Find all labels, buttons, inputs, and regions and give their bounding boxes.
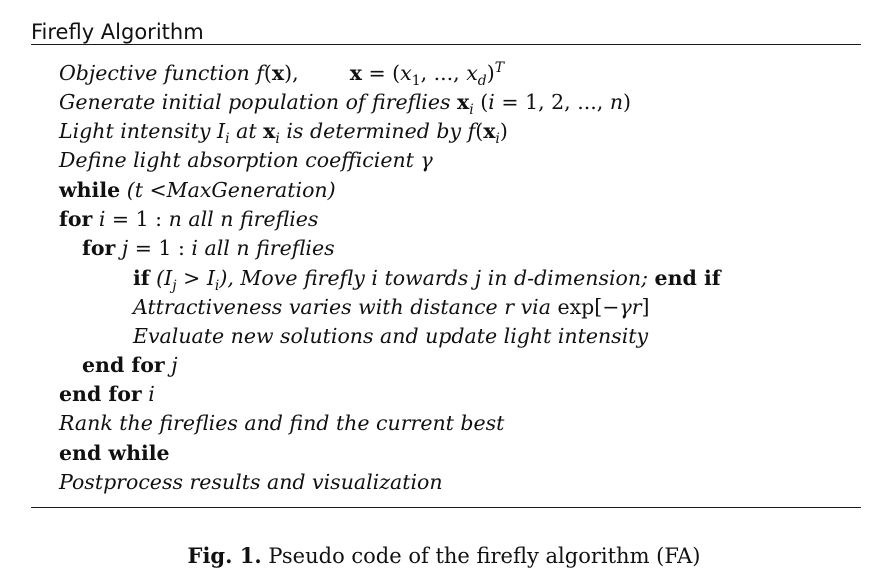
line-for-i: for i = 1 : n all n fireflies (59, 207, 319, 231)
top-rule (31, 44, 861, 45)
line-end-while: end while (59, 441, 170, 465)
line-end-for-i: end for i (59, 382, 155, 406)
line-evaluate: Evaluate new solutions and update light intensity (133, 324, 649, 348)
line-attractiveness: Attractiveness varies with distance r via exp[−γr] (133, 295, 650, 319)
line-postprocess: Postprocess results and visualization (59, 470, 443, 494)
line-generate: Generate initial population of fireflies $x_i$ (i = 1, 2, ..., n) (59, 90, 632, 119)
line-objective: Objective function f(x), $x = (x_1$, ..., $x_d)^T$ (59, 60, 505, 90)
caption-text: Pseudo code of the firefly algorithm (FA) (268, 544, 701, 568)
figure-caption (0, 543, 888, 569)
line-while: while (t <MaxGeneration) (59, 178, 336, 202)
line-rank: Rank the fireflies and find the current best (59, 411, 505, 435)
line-if-move: if $(I_j > I_i)$, Move firefly i towards j in d-dimension; end if (133, 266, 721, 295)
line-end-for-j: end for j (82, 353, 178, 377)
algorithm-title: Firefly Algorithm (31, 20, 204, 44)
line-define-gamma: Define light absorption coefficient γ (59, 148, 433, 172)
line-light-intensity: Light intensity $I_i$ at $x_i$ is determined by $f(x_i)$ (59, 119, 508, 148)
bottom-rule (31, 507, 861, 508)
line-for-j: for j = 1 : i all n fireflies (82, 236, 335, 260)
caption-label: Fig. 1. (187, 543, 262, 568)
